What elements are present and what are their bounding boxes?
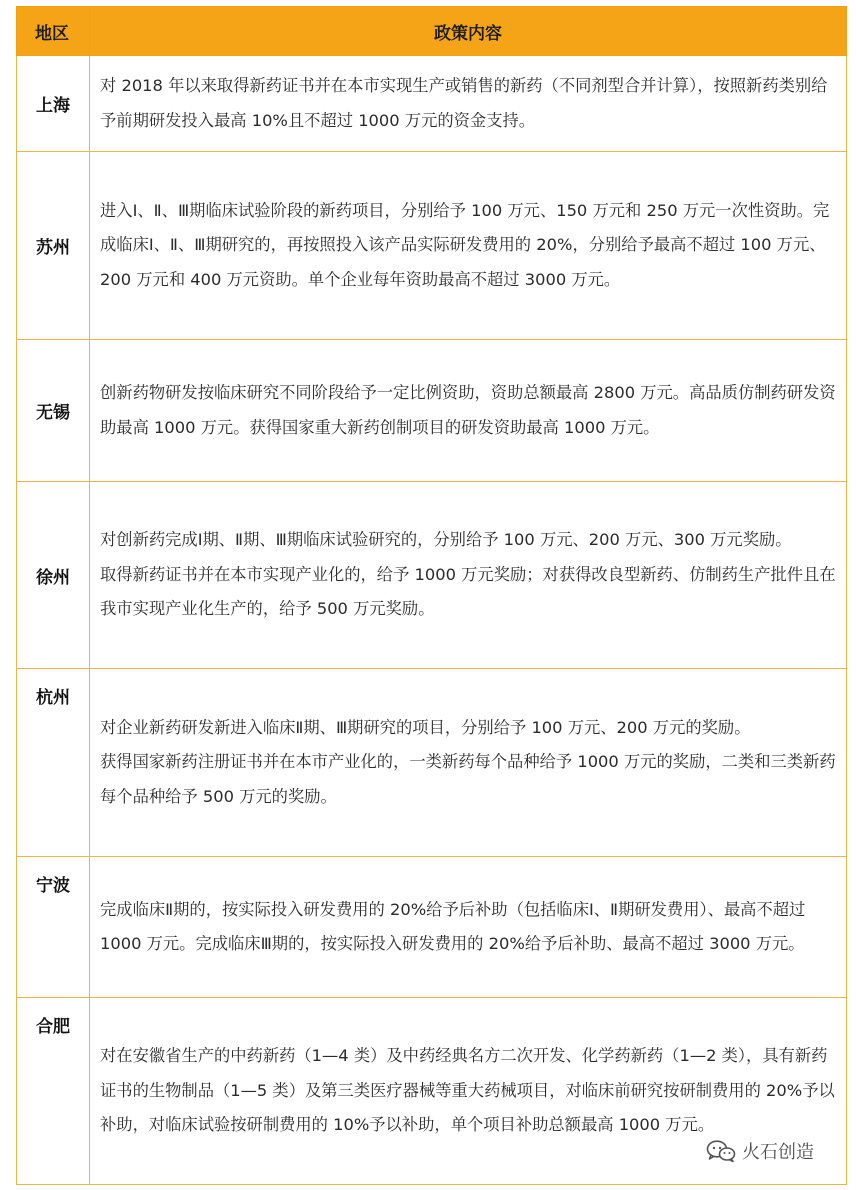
policy-paragraph: 对创新药完成Ⅰ期、Ⅱ期、Ⅲ期临床试验研究的，分别给予 100 万元、200 万元、300 万元奖励。 xyxy=(100,530,792,550)
region-cell: 上海 xyxy=(17,56,90,152)
region-cell: 无锡 xyxy=(17,340,90,482)
content-cell xyxy=(90,482,847,669)
watermark-text: 火石创造 xyxy=(742,1142,814,1163)
table-row xyxy=(17,152,847,340)
header-region: 地区 xyxy=(17,7,90,56)
policy-paragraph: 取得新药证书并在本市实现产业化的，给予 1000 万元奖励；对获得改良型新药、仿制药生产批件且在我市实现产业化生产的，给予 500 万元奖励。 xyxy=(100,564,836,619)
content-cell xyxy=(90,152,847,340)
region-cell: 杭州 xyxy=(17,669,90,857)
table-row xyxy=(17,857,847,998)
region-cell: 苏州 xyxy=(17,152,90,340)
table-row xyxy=(17,56,847,152)
region-cell: 宁波 xyxy=(17,857,90,998)
policy-paragraph: 对在安徽省生产的中药新药（1—4 类）及中药经典名方二次开发、化学药新药（1—2 类），具有新药证书的生物制品（1—5 类）及第三类医疗器械等重大药械项目，对临床前研究按研制费用的 20%予以补助，对临床试验按研制费用的 10%予以补助，单个项目补助总额最高 1000 万元。 xyxy=(100,1046,835,1135)
content-cell xyxy=(90,669,847,857)
header-content: 政策内容 xyxy=(90,7,847,56)
policy-paragraph: 完成临床Ⅱ期的，按实际投入研发费用的 20%给予后补助（包括临床Ⅰ、Ⅱ期研发费用）、最高不超过 1000 万元。完成临床Ⅲ期的，按实际投入研发费用的 20%给予后补助、最高不超过 3000 万元。 xyxy=(100,899,806,953)
content-cell xyxy=(90,340,847,482)
table-row xyxy=(17,340,847,482)
watermark xyxy=(706,1138,814,1164)
policy-paragraph: 对企业新药研发新进入临床Ⅱ期、Ⅲ期研究的项目，分别给予 100 万元、200 万元的奖励。 xyxy=(100,717,751,737)
policy-table xyxy=(16,6,847,1185)
region-cell: 徐州 xyxy=(17,482,90,669)
wechat-icon xyxy=(706,1139,736,1163)
table-row xyxy=(17,669,847,857)
policy-paragraph: 获得国家新药注册证书并在本市产业化的，一类新药每个品种给予 1000 万元的奖励，二类和三类新药每个品种给予 500 万元的奖励。 xyxy=(100,752,836,806)
table-header-row xyxy=(17,7,847,56)
policy-paragraph: 进入Ⅰ、Ⅱ、Ⅲ期临床试验阶段的新药项目，分别给予 100 万元、150 万元和 250 万元一次性资助。完成临床Ⅰ、Ⅱ、Ⅲ期研究的，再按照投入该产品实际研发费用的 20%，分别给予最高不超过 100 万元、200 万元和 400 万元资助。单个企业每年资助最高不超过 3000 万元。 xyxy=(100,200,830,289)
table-row xyxy=(17,482,847,669)
content-cell xyxy=(90,56,847,152)
content-cell xyxy=(90,857,847,998)
policy-paragraph: 创新药物研发按临床研究不同阶段给予一定比例资助，资助总额最高 2800 万元。高品质仿制药研发资助最高 1000 万元。获得国家重大新药创制项目的研发资助最高 1000 万元。 xyxy=(100,383,836,437)
region-cell: 合肥 xyxy=(17,998,90,1185)
policy-paragraph: 对 2018 年以来取得新药证书并在本市实现生产或销售的新药（不同剂型合并计算），按照新药类别给予前期研发投入最高 10%且不超过 1000 万元的资金支持。 xyxy=(100,76,828,130)
